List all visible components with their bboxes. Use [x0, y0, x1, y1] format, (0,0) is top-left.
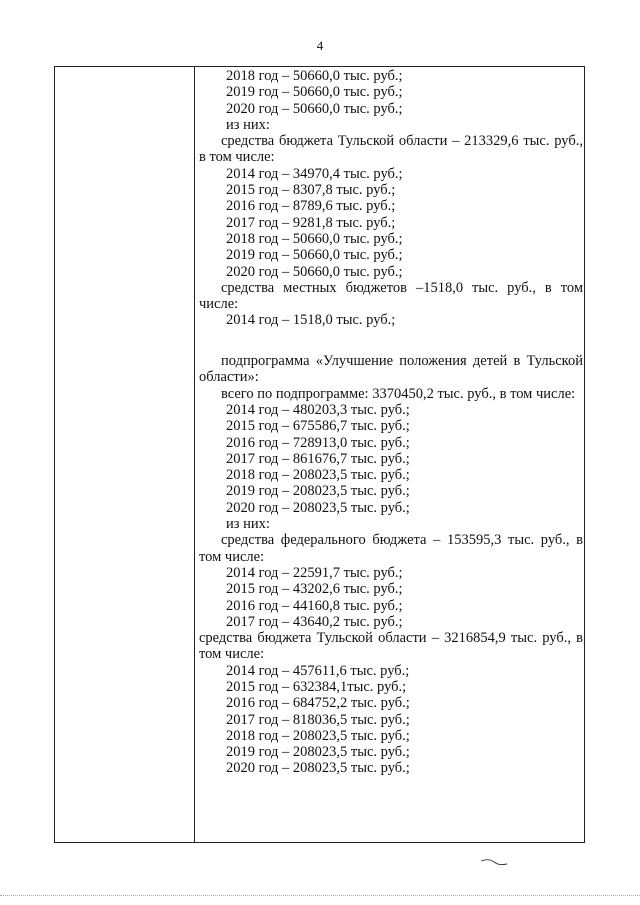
year-line: 2016 год – 44160,8 тыс. руб.;: [226, 597, 403, 614]
year-line: 2016 год – 728913,0 тыс. руб.;: [226, 434, 410, 451]
year-line: 2019 год – 208023,5 тыс. руб.;: [226, 744, 410, 761]
column-divider: [194, 67, 195, 842]
year-line: 2019 год – 50660,0 тыс. руб.;: [226, 247, 403, 264]
year-line: 2014 год – 22591,7 тыс. руб.;: [226, 564, 403, 581]
subprogram-total: всего по подпрограмме: 3370450,2 тыс. руб., в том числе:: [221, 385, 576, 402]
year-line: 2018 год – 208023,5 тыс. руб.;: [226, 727, 410, 744]
year-line: 2017 год – 818036,5 тыс. руб.;: [226, 711, 410, 728]
of-which-label: из них:: [226, 516, 270, 533]
year-line: 2014 год – 480203,3 тыс. руб.;: [226, 401, 410, 418]
funding-cell: [199, 68, 583, 777]
year-line: 2014 год – 457611,6 тыс. руб.;: [226, 662, 410, 679]
year-line: 2020 год – 208023,5 тыс. руб.;: [226, 760, 410, 777]
tula-budget-years: [199, 663, 583, 777]
year-line: 2018 год – 208023,5 тыс. руб.;: [226, 467, 410, 484]
year-line: 2015 год – 43202,6 тыс. руб.;: [226, 581, 403, 598]
year-line: 2014 год – 1518,0 тыс. руб.;: [226, 312, 396, 329]
tula-budget-heading: средства бюджета Тульской области – 213329,6 тыс. руб., в том числе:: [199, 133, 583, 166]
year-line: 2018 год – 50660,0 тыс. руб.;: [226, 68, 403, 84]
year-line: 2019 год – 208023,5 тыс. руб.;: [226, 483, 410, 500]
year-line: 2017 год – 861676,7 тыс. руб.;: [226, 450, 410, 467]
year-line: 2015 год – 632384,1тыс. руб.;: [226, 678, 407, 695]
year-line: 2020 год – 50660,0 тыс. руб.;: [226, 100, 403, 117]
tula-budget-years: [199, 166, 583, 280]
year-line: 2015 год – 8307,8 тыс. руб.;: [226, 182, 396, 199]
year-line: 2020 год – 50660,0 тыс. руб.;: [226, 263, 403, 280]
of-which-label: из них:: [226, 116, 270, 133]
spacer: [199, 329, 583, 345]
subprogram-total-years: [199, 402, 583, 516]
block1-years: [199, 68, 583, 117]
federal-budget-years: [199, 565, 583, 630]
local-budget-heading: средства местных бюджетов –1518,0 тыс. руб., в том числе:: [199, 279, 583, 313]
federal-budget-heading: средства федерального бюджета – 153595,3 тыс. руб., в том числе:: [199, 532, 583, 565]
year-line: 2015 год – 675586,7 тыс. руб.;: [226, 418, 410, 435]
year-line: 2016 год – 8789,6 тыс. руб.;: [226, 198, 396, 215]
subprogram-title: подпрограмма «Улучшение положения детей в Тульской области»:: [199, 353, 583, 386]
spacer: [199, 345, 583, 353]
scan-edge: [0, 895, 640, 898]
year-line: 2017 год – 9281,8 тыс. руб.;: [226, 214, 396, 231]
page-number: 4: [316, 38, 324, 53]
pen-mark-icon: [480, 858, 508, 866]
year-line: 2016 год – 684752,2 тыс. руб.;: [226, 695, 410, 712]
year-line: 2019 год – 50660,0 тыс. руб.;: [226, 84, 403, 101]
tula-budget-heading: средства бюджета Тульской области – 3216854,9 тыс. руб., в том числе:: [199, 630, 583, 663]
year-line: 2018 год – 50660,0 тыс. руб.;: [226, 230, 403, 247]
year-line: 2014 год – 34970,4 тыс. руб.;: [226, 165, 403, 182]
year-line: 2020 год – 208023,5 тыс. руб.;: [226, 499, 410, 516]
year-line: 2017 год – 43640,2 тыс. руб.;: [226, 613, 403, 630]
